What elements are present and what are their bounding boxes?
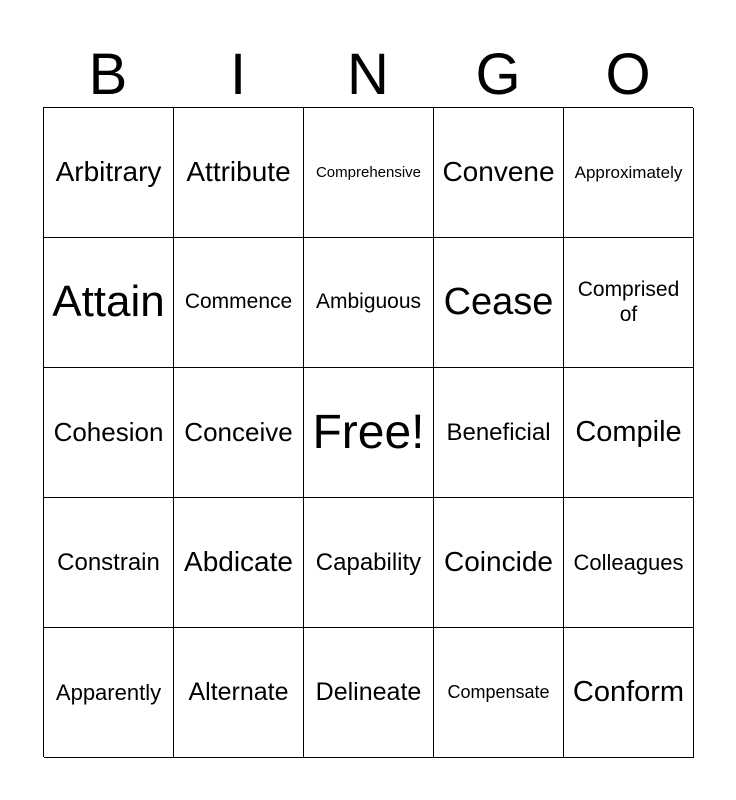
bingo-cell: Compensate [434, 628, 564, 758]
bingo-cell: Capability [304, 498, 434, 628]
header-letter-g: G [475, 42, 521, 107]
bingo-cell: Alternate [174, 628, 304, 758]
bingo-cell: Coincide [434, 498, 564, 628]
header-letter-o: O [605, 42, 651, 107]
bingo-cell: Colleagues [564, 498, 694, 628]
bingo-cell: Approximately [564, 108, 694, 238]
header-letter-i: I [229, 42, 247, 107]
bingo-header [43, 42, 693, 108]
bingo-cell: Comprehensive [304, 108, 434, 238]
bingo-cell: Conform [564, 628, 694, 758]
bingo-grid [43, 107, 693, 757]
bingo-cell: Abdicate [174, 498, 304, 628]
header-letter-n: N [347, 42, 389, 107]
bingo-cell: Cohesion [44, 368, 174, 498]
bingo-cell: Delineate [304, 628, 434, 758]
bingo-cell: Attribute [174, 108, 304, 238]
bingo-cell: Comprised of [564, 238, 694, 368]
bingo-cell: Conceive [174, 368, 304, 498]
bingo-cell: Apparently [44, 628, 174, 758]
bingo-cell: Attain [44, 238, 174, 368]
bingo-cell: Commence [174, 238, 304, 368]
bingo-cell: Beneficial [434, 368, 564, 498]
free-space: Free! [304, 368, 434, 498]
bingo-cell: Ambiguous [304, 238, 434, 368]
bingo-cell: Convene [434, 108, 564, 238]
bingo-cell: Compile [564, 368, 694, 498]
bingo-cell: Cease [434, 238, 564, 368]
bingo-cell: Arbitrary [44, 108, 174, 238]
header-letter-b: B [88, 42, 128, 107]
bingo-cell: Constrain [44, 498, 174, 628]
